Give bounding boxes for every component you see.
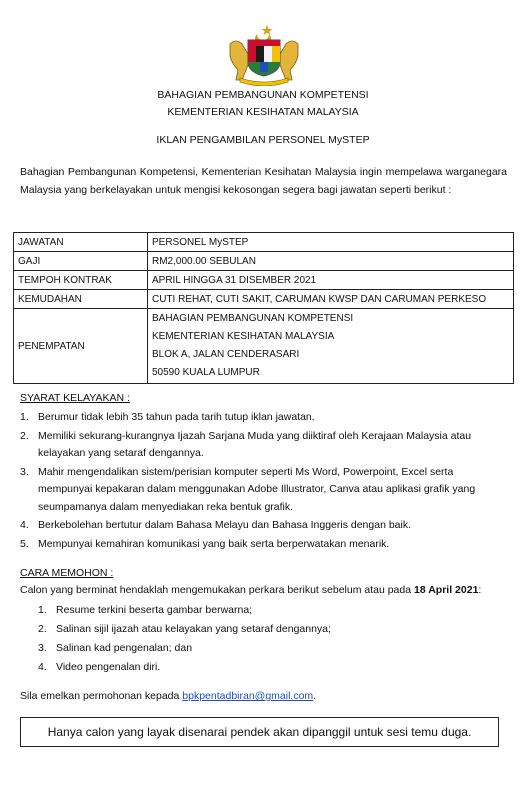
table-row [14, 290, 514, 309]
item-number: 5. [20, 537, 29, 550]
list-item [20, 517, 510, 535]
item-text: Video pengenalan diri. [56, 661, 161, 673]
list-item [38, 601, 331, 620]
placement-line: KEMENTERIAN KESIHATAN MALAYSIA [152, 331, 335, 342]
email-prefix: Sila emelkan permohonan kepada [20, 690, 180, 702]
item-number: 1. [38, 604, 47, 616]
list-item [38, 658, 331, 677]
page-title: IKLAN PENGAMBILAN PERSONEL MySTEP [156, 134, 370, 146]
list-item [20, 428, 510, 463]
item-number: 4. [20, 519, 29, 531]
item-number: 2. [38, 623, 47, 635]
item-number: 2. [20, 429, 29, 442]
item-number: 1. [20, 411, 29, 423]
row-label-contract: TEMPOH KONTRAK [14, 271, 148, 290]
item-text: Salinan kad pengenalan; dan [56, 642, 193, 654]
item-text: Memiliki sekurang-kurangnya Ijazah Sarjana Muda yang diiktiraf oleh Kerajaan Malaysia atau kelayakan yang setaraf dengannya. [38, 429, 472, 459]
placement-line: 50590 KUALA LUMPUR [152, 367, 260, 378]
apply-lead-text: Calon yang berminat hendaklah mengemukakan perkara berikut sebelum atau pada [20, 584, 412, 596]
table-row [14, 309, 514, 384]
ministry-name: KEMENTERIAN KESIHATAN MALAYSIA [167, 106, 359, 118]
email-instruction [20, 688, 515, 705]
job-details-table [13, 232, 514, 384]
list-item [38, 620, 331, 639]
item-number: 4. [38, 661, 47, 673]
list-item [20, 409, 510, 427]
row-label-benefits: KEMUDAHAN [14, 290, 148, 309]
item-number: 3. [20, 465, 29, 478]
row-value-contract: APRIL HINGGA 31 DISEMBER 2021 [148, 271, 514, 290]
apply-lead-end: : [478, 584, 482, 596]
table-row [14, 252, 514, 271]
deadline-date: 18 April 2021 [414, 584, 479, 596]
table-row [14, 233, 514, 252]
intro-paragraph: Bahagian Pembangunan Kompetensi, Kementerian Kesihatan Malaysia ingin mempelawa warganegara Malaysia yang berkelayakan untuk mengisi kekosongan segera bagi jawatan seperti berikut : [20, 166, 507, 196]
requirements-list [20, 409, 510, 554]
requirements-heading: SYARAT KELAYAKAN : [20, 392, 130, 404]
row-label-position: JAWATAN [14, 233, 148, 252]
item-text: Mempunyai kemahiran komunikasi yang baik serta berperwatakan menarik. [38, 537, 390, 550]
application-docs-list [38, 601, 331, 677]
shortlist-notice-box [20, 717, 499, 747]
row-value-placement [148, 309, 514, 384]
list-item [20, 536, 510, 554]
email-link[interactable]: bpkpentadbiran@gmail.com [182, 690, 314, 702]
item-text: Berkebolehan bertutur dalam Bahasa Melayu dan Bahasa Inggeris dengan baik. [38, 519, 412, 531]
item-text: Salinan sijil ijazah atau kelayakan yang setaraf dengannya; [56, 623, 331, 635]
placement-line: BAHAGIAN PEMBANGUNAN KOMPETENSI [152, 313, 354, 324]
row-label-salary: GAJI [14, 252, 148, 271]
coat-of-arms-icon [224, 22, 304, 86]
shortlist-notice-text: Hanya calon yang layak disenarai pendek akan dipanggil untuk sesi temu duga. [47, 725, 472, 739]
row-label-placement: PENEMPATAN [14, 309, 148, 384]
division-name: BAHAGIAN PEMBANGUNAN KOMPETENSI [157, 89, 369, 101]
table-row [14, 271, 514, 290]
how-to-apply-heading: CARA MEMOHON : [20, 567, 114, 579]
list-item [38, 639, 331, 658]
row-value-position: PERSONEL MySTEP [148, 233, 514, 252]
item-text: Berumur tidak lebih 35 tahun pada tarih tutup iklan jawatan. [38, 411, 315, 423]
row-value-salary: RM2,000.00 SEBULAN [148, 252, 514, 271]
item-number: 3. [38, 642, 47, 654]
apply-lead [20, 582, 515, 599]
placement-line: BLOK A, JALAN CENDERASARI [152, 349, 300, 360]
item-text: Resume terkini beserta gambar berwarna; [56, 604, 253, 616]
row-value-benefits: CUTI REHAT, CUTI SAKIT, CARUMAN KWSP DAN CARUMAN PERKESO [148, 290, 514, 309]
email-suffix: . [313, 690, 317, 702]
item-text: Mahir mengendalikan sistem/perisian komputer seperti Ms Word, Powerpoint, Excel serta mempunyai kepakaran dalam menggunakan Adobe Illustrator, Canva atau aplikasi grafik yang seumpamanya dalam menyediakan reka bentuk grafik. [38, 465, 476, 513]
list-item [20, 464, 510, 517]
